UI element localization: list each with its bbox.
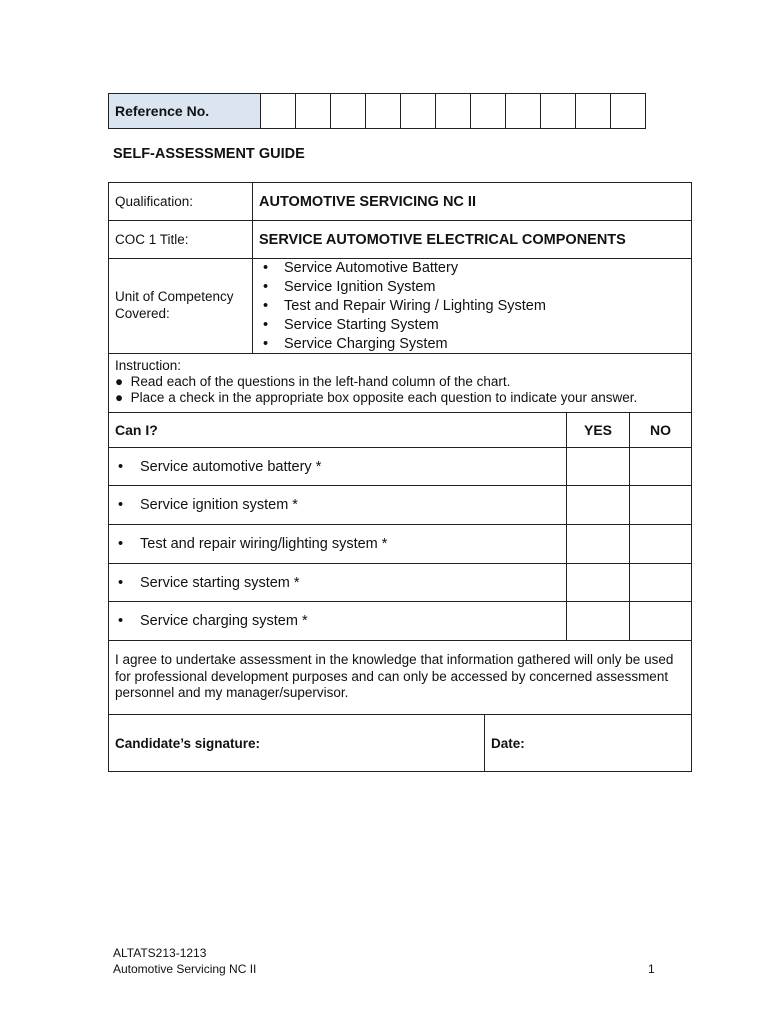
footer-code: ALTATS213-1213 xyxy=(113,946,207,960)
question-row xyxy=(109,525,691,564)
question-bullet: • xyxy=(118,458,124,475)
assessment-table xyxy=(108,182,692,772)
reference-number-table xyxy=(108,93,646,129)
question-label: Service starting system * xyxy=(140,574,300,591)
can-i-header: Can I? xyxy=(109,413,567,447)
question-row xyxy=(109,448,691,486)
no-checkbox[interactable] xyxy=(630,602,691,640)
reference-number-box[interactable] xyxy=(436,94,471,129)
unit-item: • Test and Repair Wiring / Lighting System xyxy=(259,297,685,316)
question-label: Service automotive battery * xyxy=(140,458,322,475)
instruction-heading: Instruction: xyxy=(115,358,182,373)
no-header: NO xyxy=(650,422,671,438)
question-row xyxy=(109,602,691,641)
reference-number-label: Reference No. xyxy=(109,94,261,129)
page-title: SELF-ASSESSMENT GUIDE xyxy=(113,146,305,162)
agreement-text: I agree to undertake assessment in the knowledge that information gathered will only be used for professional development purposes and can only be accessed by concerned assessment personnel and my manager/supervisor. xyxy=(115,652,674,700)
unit-item: • Service Starting System xyxy=(259,316,685,335)
question-text xyxy=(109,564,567,601)
unit-item: • Service Charging System xyxy=(259,335,685,354)
reference-number-box[interactable] xyxy=(506,94,541,129)
instruction-row xyxy=(109,354,691,413)
question-label: Test and repair wiring/lighting system * xyxy=(140,536,388,552)
footer-course: Automotive Servicing NC II xyxy=(113,961,257,976)
footer xyxy=(113,946,256,977)
units-label xyxy=(109,259,253,353)
yes-checkbox[interactable] xyxy=(567,602,630,640)
yes-checkbox[interactable] xyxy=(567,448,630,485)
coc-title-label: COC 1 Title: xyxy=(109,221,253,258)
yes-checkbox[interactable] xyxy=(567,564,630,601)
reference-number-box[interactable] xyxy=(261,94,296,129)
instruction-bullet: ● xyxy=(115,390,124,405)
units-label-line2: Covered: xyxy=(115,305,170,321)
page-number: 1 xyxy=(648,962,655,976)
reference-number-box[interactable] xyxy=(541,94,576,129)
qualification-label: Qualification: xyxy=(109,183,253,220)
question-bullet: • xyxy=(118,574,124,591)
reference-number-box[interactable] xyxy=(471,94,506,129)
unit-item: • Service Automotive Battery xyxy=(259,259,685,278)
instruction-bullet: ● xyxy=(115,374,124,389)
reference-number-box[interactable] xyxy=(401,94,436,129)
instruction-line xyxy=(115,374,637,390)
no-checkbox[interactable] xyxy=(630,448,691,485)
no-checkbox[interactable] xyxy=(630,564,691,601)
date-field[interactable]: Date: xyxy=(491,735,525,751)
question-bullet: • xyxy=(118,536,124,552)
question-text xyxy=(109,525,567,563)
no-checkbox[interactable] xyxy=(630,486,691,524)
question-text xyxy=(109,486,567,524)
question-text xyxy=(109,448,567,485)
yes-header: YES xyxy=(567,413,630,447)
candidate-signature-field[interactable]: Candidate’s signature: xyxy=(109,715,485,771)
instruction-line xyxy=(115,390,637,406)
instruction-block xyxy=(109,354,643,412)
questions-header-row xyxy=(109,413,691,448)
question-label: Service ignition system * xyxy=(140,497,298,513)
signature-row xyxy=(109,715,691,771)
question-text xyxy=(109,602,567,640)
question-label: Service charging system * xyxy=(140,613,308,629)
reference-number-box[interactable] xyxy=(296,94,331,129)
question-row xyxy=(109,564,691,602)
reference-number-box[interactable] xyxy=(576,94,611,129)
qualification-row xyxy=(109,183,691,221)
reference-number-box[interactable] xyxy=(611,94,646,129)
unit-item: • Service Ignition System xyxy=(259,278,685,297)
reference-number-box[interactable] xyxy=(366,94,401,129)
question-bullet: • xyxy=(118,613,124,629)
coc-title-row xyxy=(109,221,691,259)
instruction-text: Read each of the questions in the left-hand column of the chart. xyxy=(130,374,511,389)
question-row xyxy=(109,486,691,525)
units-row xyxy=(109,259,691,354)
no-checkbox[interactable] xyxy=(630,525,691,563)
units-label-line1: Unit of Competency xyxy=(115,289,234,304)
reference-number-box[interactable] xyxy=(331,94,366,129)
coc-title-value: SERVICE AUTOMOTIVE ELECTRICAL COMPONENTS xyxy=(259,231,626,248)
qualification-value: AUTOMOTIVE SERVICING NC II xyxy=(259,193,476,210)
agreement-row xyxy=(109,641,691,715)
yes-checkbox[interactable] xyxy=(567,486,630,524)
units-list xyxy=(253,259,691,353)
yes-checkbox[interactable] xyxy=(567,525,630,563)
instruction-text: Place a check in the appropriate box opposite each question to indicate your answer. xyxy=(130,390,638,405)
question-bullet: • xyxy=(118,497,124,513)
